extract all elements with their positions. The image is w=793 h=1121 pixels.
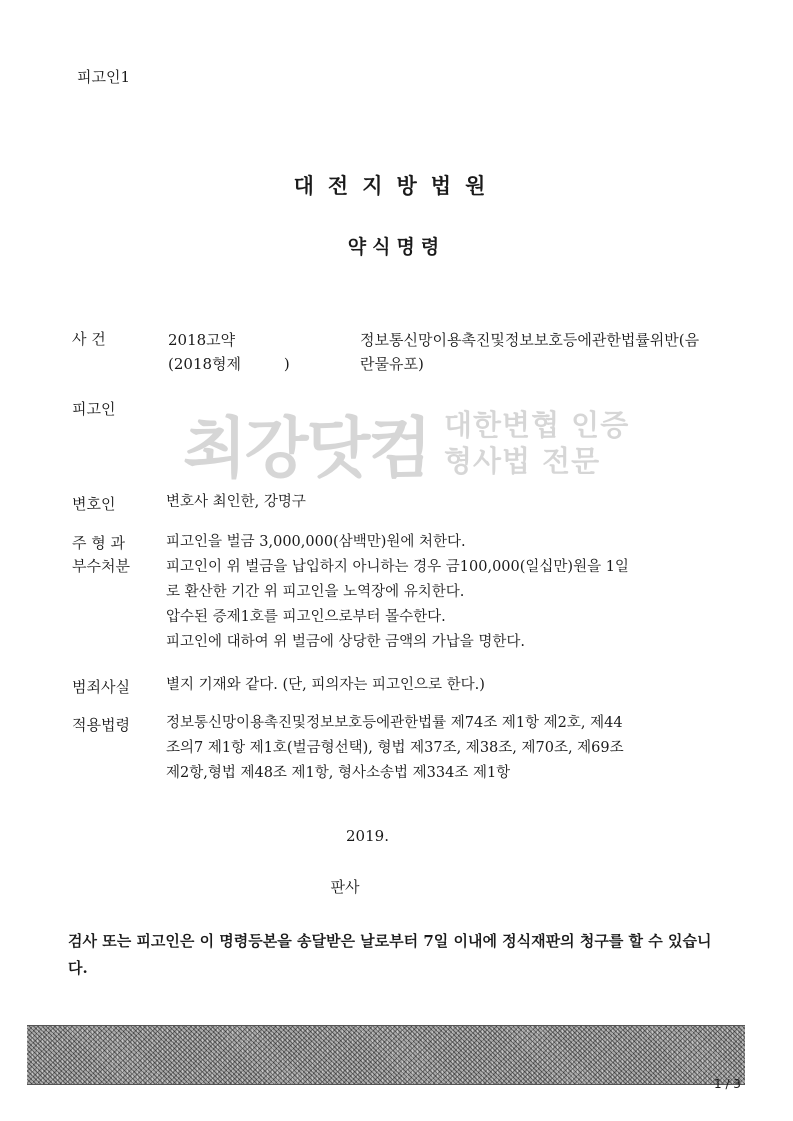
watermark-line2: 형사법 전문 xyxy=(444,443,601,478)
page-number: 1 / 3 xyxy=(714,1077,741,1091)
sentence-line: 피고인을 벌금 3,000,000(삼백만)원에 처한다. xyxy=(166,534,466,550)
document-title: 약식명령 xyxy=(347,236,446,258)
appeal-notice: 검사 또는 피고인은 이 명령등본을 송달받은 날로부터 7일 이내에 정식재판의 청구를 할 수 있습니다. xyxy=(68,932,712,977)
defendant-label: 피고인 xyxy=(72,400,116,418)
sentence-text xyxy=(166,530,706,655)
sentence-line: 압수된 증제1호를 피고인으로부터 몰수한다. xyxy=(166,609,446,625)
security-pattern-band xyxy=(27,1025,745,1085)
case-number-block xyxy=(168,328,290,376)
laws-line: 제2항,형법 제48조 제1항, 형사소송법 제334조 제1항 xyxy=(166,765,511,781)
watermark-main: 최강닷컴 xyxy=(183,410,431,487)
attorney-value: 변호사 최인한, 강명구 xyxy=(166,494,306,510)
case-sub-number: (2018형제 ) xyxy=(168,355,290,373)
attorney-label: 변호인 xyxy=(72,495,116,513)
sentence-line: 로 환산한 기간 위 피고인을 노역장에 유치한다. xyxy=(166,584,465,600)
sentence-line: 피고인에 대하여 위 벌금에 상당한 금액의 가납을 명한다. xyxy=(166,634,526,650)
court-name: 대전지방법원 xyxy=(293,174,500,198)
sentence-label-line1: 주 형 과 xyxy=(72,534,126,552)
watermark-sub xyxy=(444,407,629,479)
facts-value: 별지 기재와 같다. (단, 피의자는 피고인으로 한다.) xyxy=(166,677,485,693)
watermark-line1: 대한변협 인증 xyxy=(444,407,630,442)
judge-label: 판사 xyxy=(330,878,360,896)
case-charge: 정보통신망이용촉진및정보보호등에관한법률위반(음란물유포) xyxy=(360,331,700,373)
order-date: 2019. xyxy=(346,827,389,845)
sentence-label-line2: 부수처분 xyxy=(72,557,130,575)
laws-label: 적용법령 xyxy=(72,716,130,734)
watermark xyxy=(183,395,629,490)
sentence-line: 피고인이 위 벌금을 납입하지 아니하는 경우 금100,000(일십만)원을 1일 xyxy=(166,559,629,575)
facts-label: 범죄사실 xyxy=(72,678,130,696)
case-label: 사 건 xyxy=(72,330,106,348)
sentence-label xyxy=(72,532,147,578)
defendant-number-label: 피고인1 xyxy=(77,68,131,86)
laws-line: 정보통신망이용촉진및정보보호등에관한법률 제74조 제1항 제2호, 제44 xyxy=(166,715,623,731)
laws-text xyxy=(166,711,706,786)
case-number: 2018고약 xyxy=(168,331,236,349)
laws-line: 조의7 제1항 제1호(벌금형선택), 형법 제37조, 제38조, 제70조, 제69조 xyxy=(166,740,624,756)
